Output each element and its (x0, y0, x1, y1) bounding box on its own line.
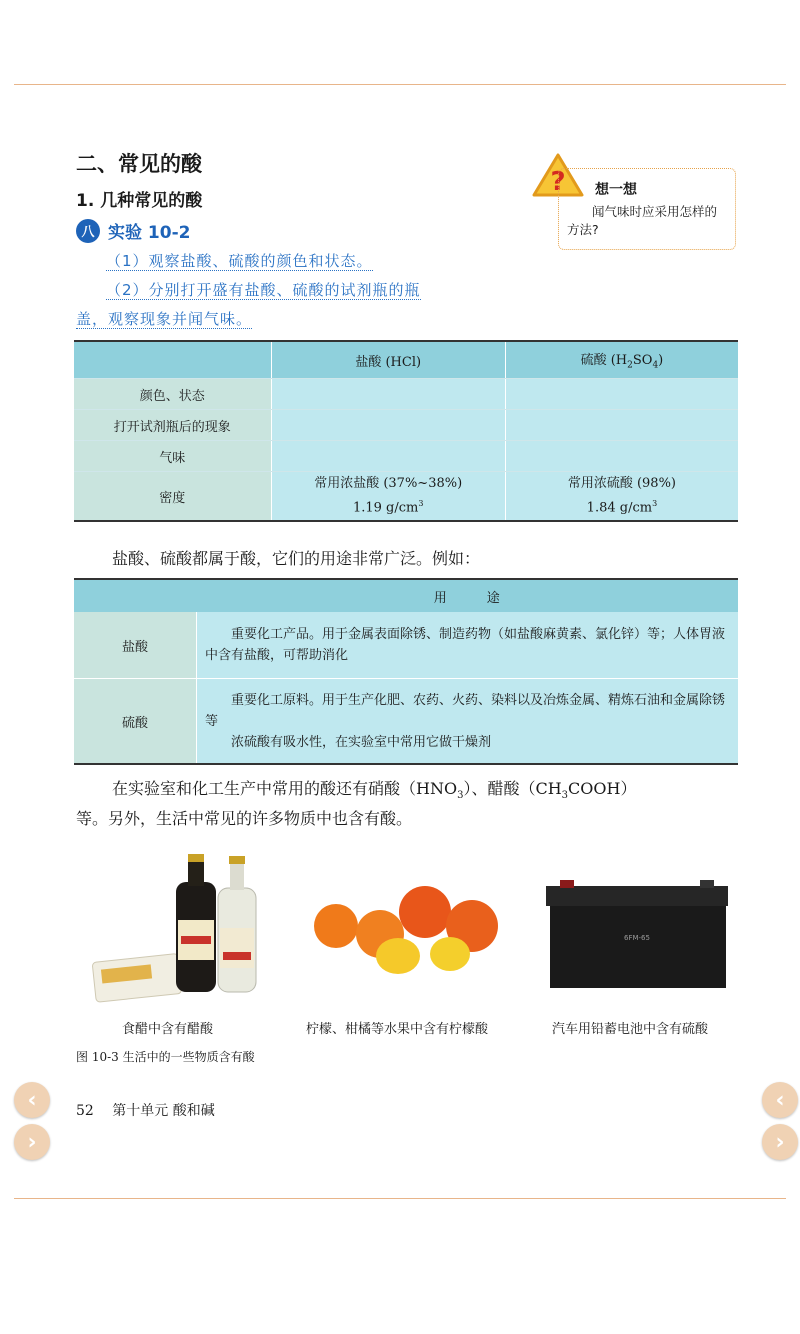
table-cell (505, 441, 738, 472)
table-cell (505, 410, 738, 441)
row-label-color: 颜色、状态 (74, 379, 271, 410)
left-next-button[interactable] (14, 1124, 50, 1160)
row-label-phenomenon: 打开试剂瓶后的现象 (74, 410, 271, 441)
hcl-density: 常用浓盐酸 (37%~38%) 1.19 $g/cm^3$ (271, 472, 505, 522)
header-hcl: 盐酸 (HCl) (271, 341, 505, 379)
right-prev-button[interactable] (762, 1082, 798, 1118)
table-header-blank (74, 341, 271, 379)
header-h2so4: 硫酸 $(H_2SO_4)$ (505, 341, 738, 379)
battery-image (546, 878, 728, 990)
figure-caption: 图 10-3 生活中的一些物质含有酸 (76, 1050, 255, 1064)
top-rule (14, 84, 786, 85)
right-next-button[interactable] (762, 1124, 798, 1160)
table-cell (271, 410, 505, 441)
left-prev-button[interactable] (14, 1082, 50, 1118)
other-acids-line2: 等。另外，生活中常见的许多物质中也含有酸。 (76, 809, 413, 828)
fruit-image (310, 880, 500, 980)
unit-title: 第十单元 酸和碱 (112, 1103, 215, 1119)
uses-header-blank (74, 579, 197, 612)
table-row (74, 679, 738, 765)
table-cell (505, 379, 738, 410)
battery-caption: 汽车用铅蓄电池中含有硫酸 (552, 1022, 709, 1037)
think-title: 想一想 (595, 182, 637, 198)
subsection-title: 1. 几种常见的酸 (76, 191, 203, 211)
table-row (74, 379, 738, 410)
fruit-caption: 柠檬、柑橘等水果中含有柠檬酸 (306, 1022, 489, 1037)
page-footer (76, 1100, 215, 1120)
experiment-heading (76, 218, 190, 243)
vinegar-caption: 食醋中含有醋酸 (122, 1022, 214, 1037)
table-cell (271, 441, 505, 472)
uses-header: 用途 (197, 579, 739, 612)
experiment-label: 实验 10-2 (108, 223, 191, 243)
svg-text:?: ? (550, 167, 566, 197)
page-number: 52 (76, 1103, 94, 1119)
bottom-rule (14, 1198, 786, 1199)
uses-label-hcl: 盐酸 (74, 612, 197, 679)
row-label-density: 密度 (74, 472, 271, 522)
uses-header-row (74, 579, 738, 612)
think-box (558, 168, 736, 250)
uses-label-h2so4: 硫酸 (74, 679, 197, 765)
h2so4-density: 常用浓硫酸 (98%) 1.84 $g/cm^3$ (505, 472, 738, 522)
table-row (74, 441, 738, 472)
uses-intro: 盐酸、硫酸都属于酸，它们的用途非常广泛。例如： (112, 549, 481, 568)
table-row (74, 612, 738, 679)
experiment-step-2: （2）分别打开盛有盐酸、硫酸的试剂瓶的瓶 (106, 281, 421, 299)
table-row (74, 410, 738, 441)
uses-table (74, 578, 738, 765)
table-cell (271, 379, 505, 410)
row-label-smell: 气味 (74, 441, 271, 472)
table-header-row (74, 341, 738, 379)
uses-text-hcl: 重要化工产品。用于金属表面除锈、制造药物（如盐酸麻黄素、氯化锌）等；人体胃液中含有盐酸，可帮助消化 (197, 612, 739, 679)
chevron-down-icon: › (775, 1129, 785, 1155)
properties-table (74, 340, 738, 522)
table-row (74, 472, 738, 522)
other-acids-line1: 在实验室和化工生产中常用的酸还有硝酸$(HNO_3)$、醋酸$(CH_3COOH)$ (112, 779, 637, 802)
chevron-up-icon: ‹ (775, 1087, 785, 1113)
experiment-icon: 八 (76, 219, 100, 243)
think-body: 闻气味时应采用怎样的方法? (567, 204, 718, 237)
vinegar-image (88, 850, 258, 1005)
section-title: 二、常见的酸 (76, 152, 202, 176)
experiment-step-1: （1）观察盐酸、硫酸的颜色和状态。 (106, 252, 373, 270)
uses-text-h2so4: 重要化工原料。用于生产化肥、农药、火药、染料以及冶炼金属、精炼石油和金属除锈等 浓硫酸有吸水性，在实验室中常用它做干燥剂 (197, 679, 739, 765)
experiment-step-2-cont: 盖，观察现象并闻气味。 (76, 310, 253, 328)
chevron-up-icon: ‹ (27, 1087, 37, 1113)
battery-label: 6FM-65 (624, 934, 650, 942)
chevron-down-icon: › (27, 1129, 37, 1155)
